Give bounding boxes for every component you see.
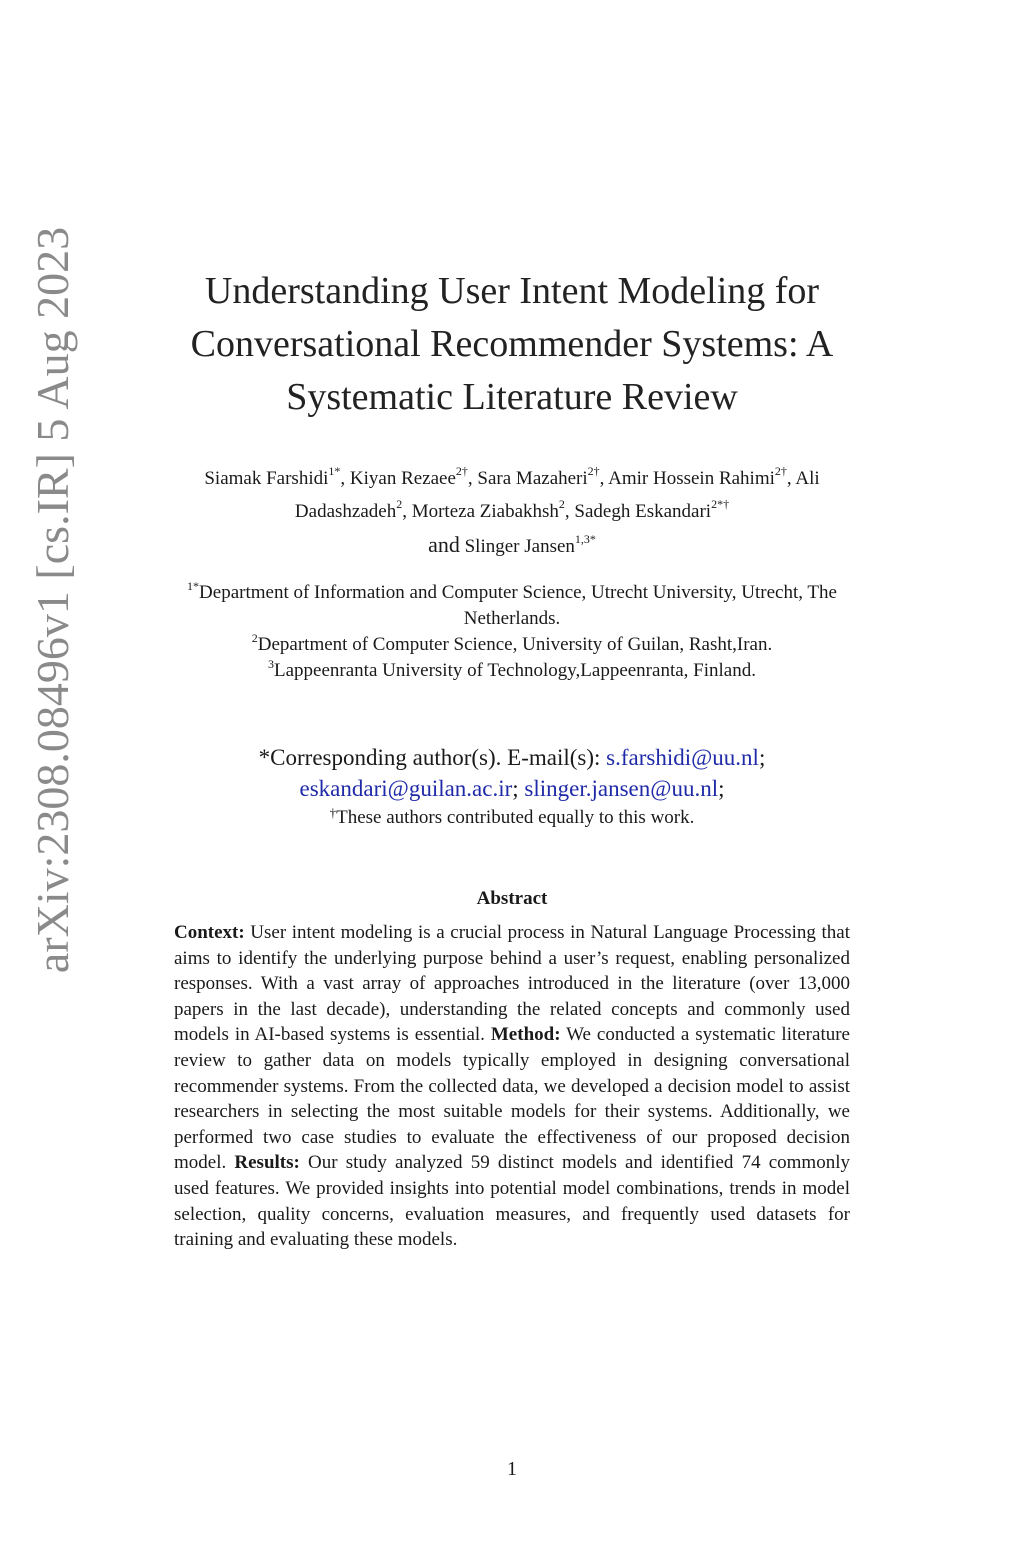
paper-title — [150, 265, 874, 424]
author-name: Morteza Ziabakhsh — [411, 501, 559, 522]
context-text: User intent modeling is a crucial process in Natural Language Processing that aims to identify the underlying purpose behind a user’s request, enabling personalized responses. With a vast array of approaches introduced in the literature (over 13,000 papers in the last decade), understanding the related concepts and commonly used models in AI-based systems is essential. — [174, 922, 850, 1046]
author-name: Sadegh Eskandari — [574, 501, 712, 522]
and-word: and — [428, 532, 460, 557]
author-name: Siamak Farshidi — [204, 468, 329, 489]
correspondence: *Corresponding author(s). E-mail(s): s.farshidi@uu.nl; eskandari@guilan.ac.ir; slinger.jansen@uu.nl; †These authors contributed equally to this work. — [150, 742, 874, 832]
affiliation-1: $^{1*}$Department of Information and Computer Science, Utrecht University, Utrecht, The Netherlands. — [187, 579, 837, 629]
author-name: Kiyan Rezaee — [349, 468, 456, 489]
author-list: Siamak Farshidi$^{1*}$, Kiyan Rezaee$^{2\dagger}$, Sara Mazaheri$^{2\dagger}$, Amir Hossein Rahimi$^{2\dagger}$, Ali Dadashzadeh$^2$, Morteza Ziabakhsh$^2$, Sadegh Eskandari$^{2*\dagger}$ and Slinger Jansen$^{1,3*}$ — [204, 464, 820, 557]
author-sup: 2 — [396, 497, 403, 511]
author-name: Sara Mazaheri — [477, 468, 588, 489]
email-link-jansen[interactable]: slinger.jansen@uu.nl — [524, 776, 719, 801]
context-label: Context: — [174, 922, 245, 943]
corresponding-prefix: *Corresponding author(s). E-mail(s): — [258, 745, 601, 770]
dagger-mark: † — [329, 805, 337, 820]
results-label: Results: — [234, 1152, 300, 1174]
author-name: Slinger Jansen — [464, 536, 575, 557]
method-text: We conducted a systematic literature review to gather data on models typically employed in designing conversational recommender systems. From the collected data, we developed a decision model to assist researchers in selecting the most suitable models for their systems. Additionally, we performed two case studies to evaluate the effectiveness of our proposed decision model. — [174, 1024, 850, 1174]
author-sup: 2 — [558, 497, 565, 511]
author-sup: 2*† — [711, 497, 730, 511]
author-sup: 2† — [455, 464, 468, 478]
results-text: Our study analyzed 59 distinct models and identified 74 commonly used features. We provided insights into potential model combinations, trends in model selection, quality concerns, evaluation measures, and frequently used datasets for training and evaluating these models. — [174, 1152, 850, 1251]
abstract-body — [174, 920, 850, 1253]
author-sup: 1,3* — [574, 532, 596, 546]
author-sup: 2† — [587, 464, 600, 478]
author-sup: 2† — [774, 464, 787, 478]
affiliation-3: $^3$Lappeenranta University of Technology,Lappeenranta, Finland. — [268, 657, 756, 681]
author-sup: 1* — [328, 464, 341, 478]
title-line-2: Conversational Recommender Systems: A — [190, 323, 834, 365]
title-line-3: Systematic Literature Review — [286, 376, 738, 418]
email-link-farshidi[interactable]: s.farshidi@uu.nl — [606, 745, 759, 770]
arxiv-side-stamp: arXiv:2308.08496v1 [cs.IR] 5 Aug 2023 — [27, 226, 78, 974]
title-line-1: Understanding User Intent Modeling for — [204, 270, 820, 312]
equal-contribution-note: †These authors contributed equally to this work. — [329, 805, 695, 828]
page-number: 1 — [507, 1458, 517, 1480]
affiliations — [150, 580, 874, 684]
abstract-heading: Abstract — [476, 888, 548, 909]
affiliation-2: $^2$Department of Computer Science, University of Guilan, Rasht,Iran. — [251, 631, 773, 655]
author-name: Amir Hossein Rahimi — [608, 468, 775, 489]
author-name: Ali Dadashzadeh — [294, 468, 820, 522]
email-link-eskandari[interactable]: eskandari@guilan.ac.ir — [299, 776, 513, 801]
method-label: Method: — [490, 1024, 561, 1046]
